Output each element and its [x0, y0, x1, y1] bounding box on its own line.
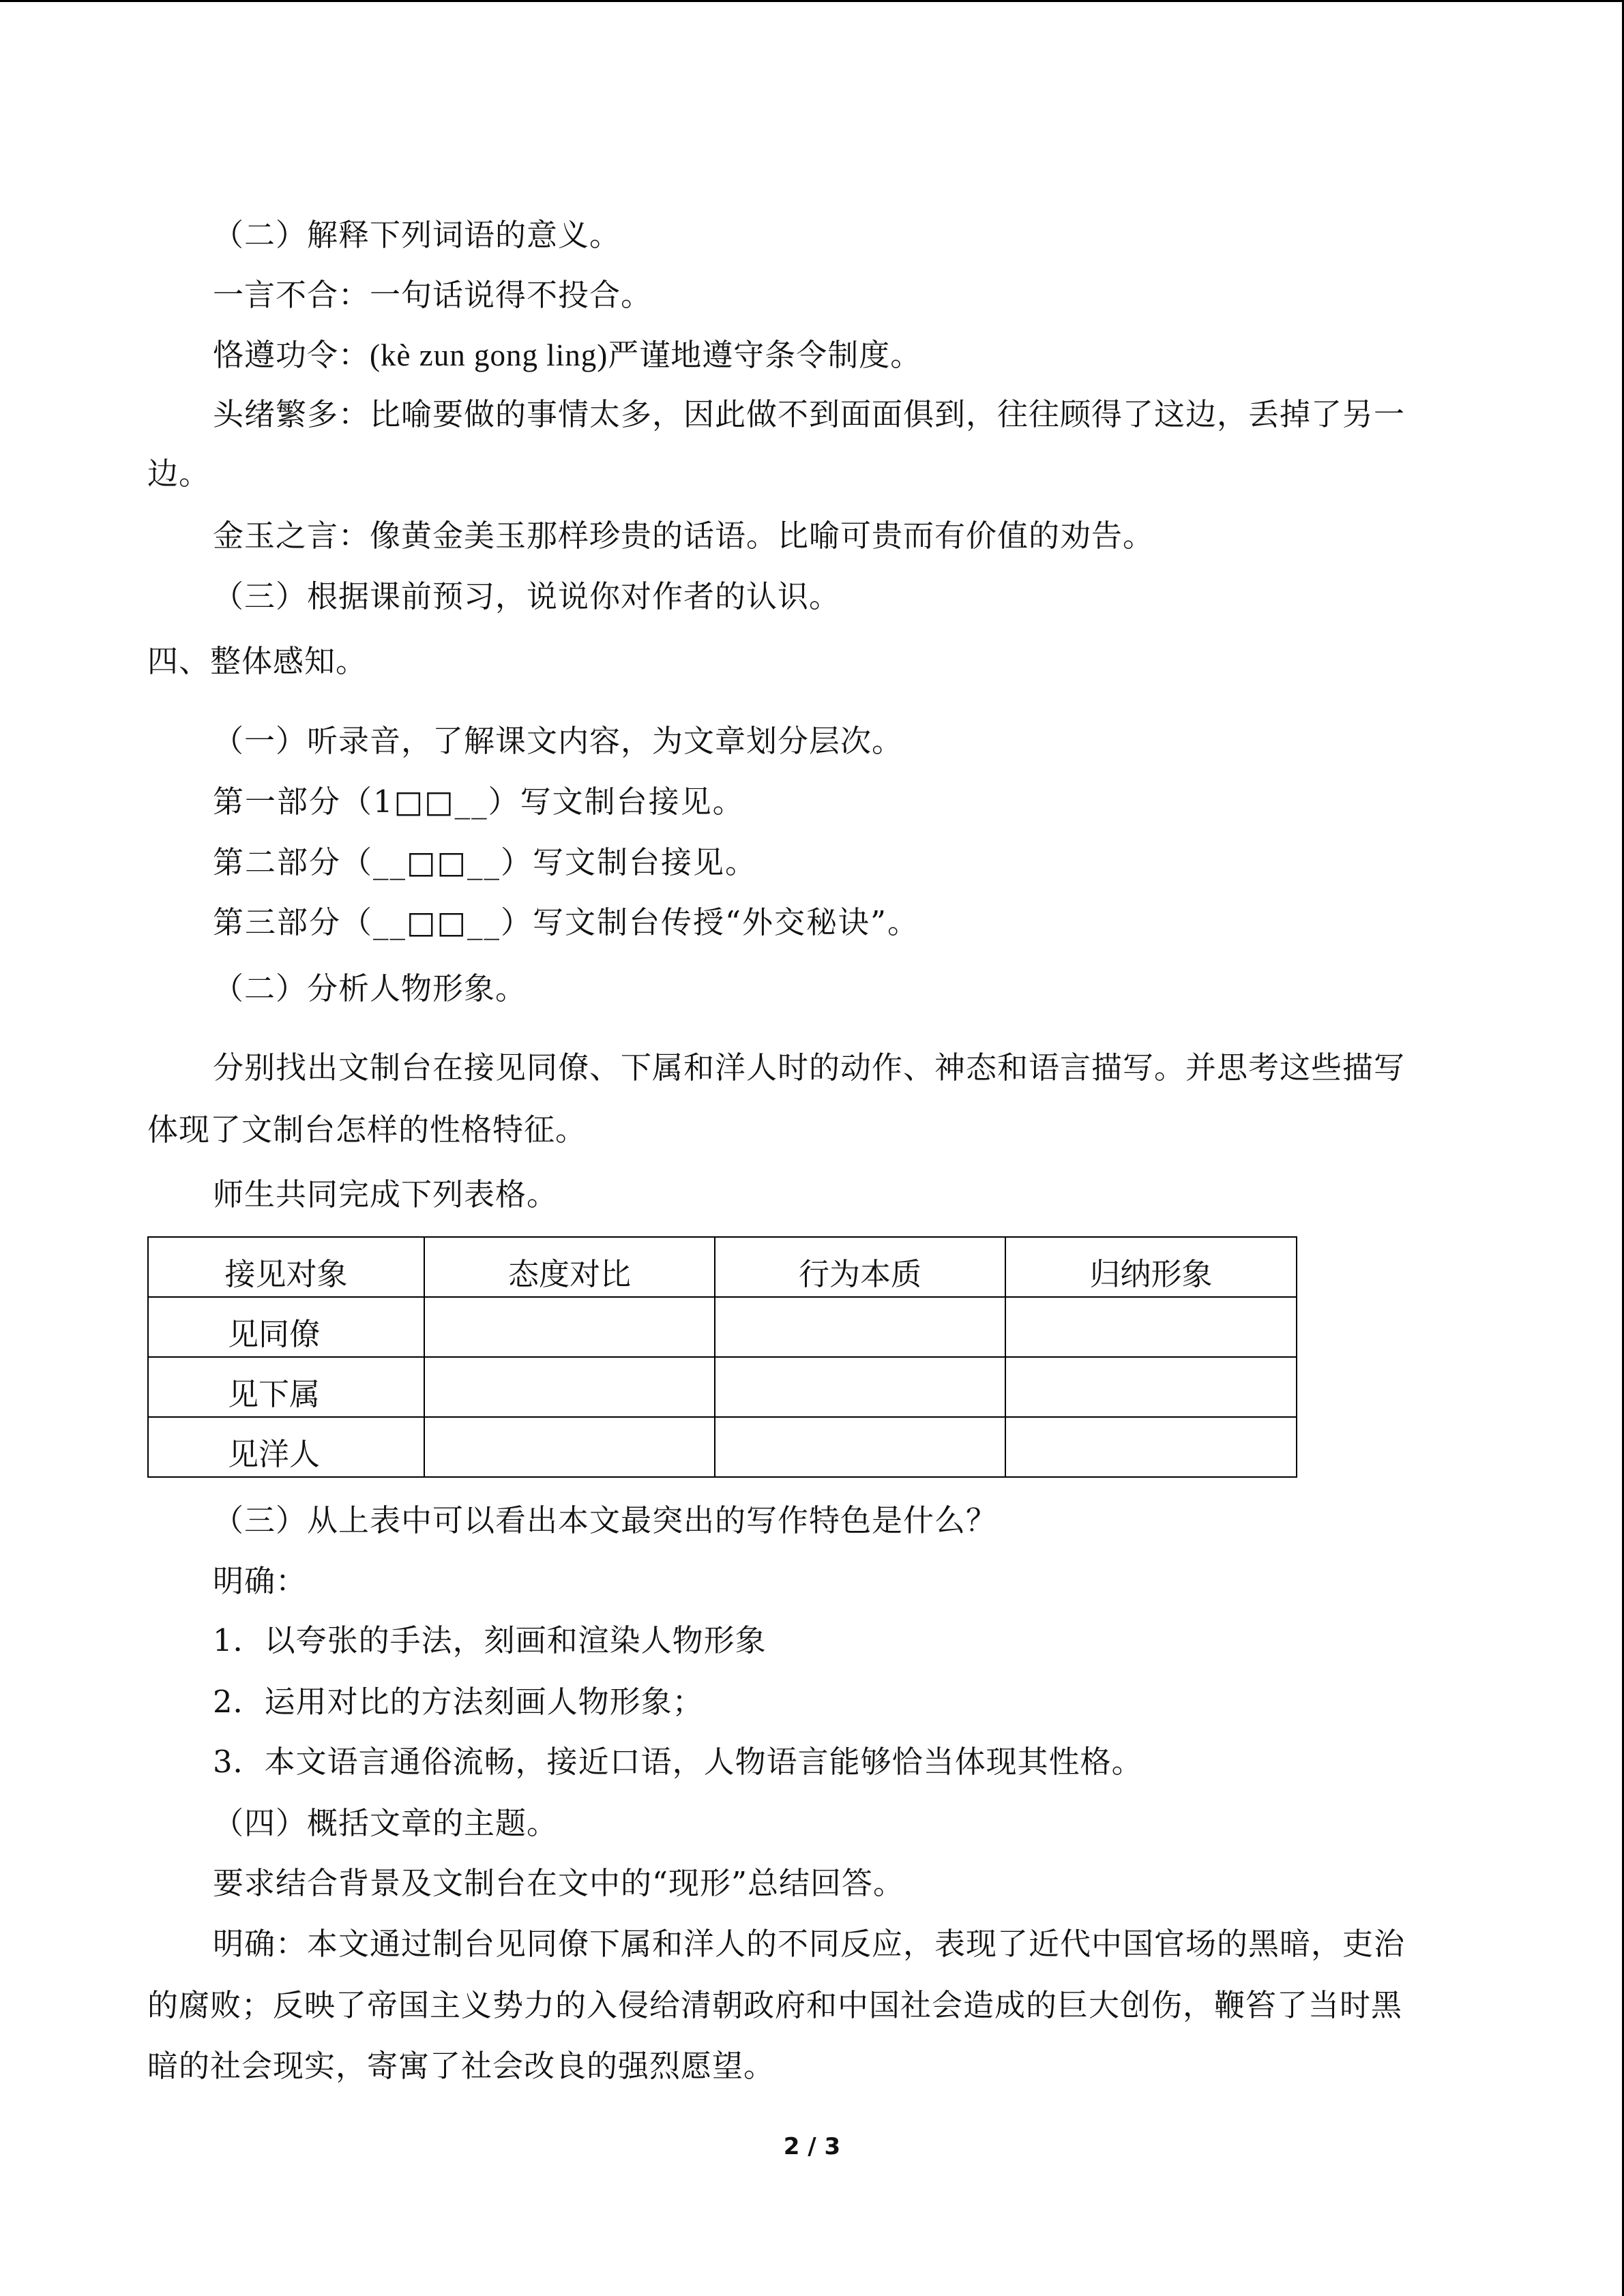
table-header-row — [148, 1237, 1297, 1297]
feature-point-3: 3．本文语言通俗流畅，接近口语，人物语言能够恰当体现其性格。 — [213, 1744, 1143, 1780]
page-number: 2 / 3 — [783, 2133, 841, 2160]
table-cell-empty — [1005, 1417, 1297, 1477]
table-intro: 师生共同完成下列表格。 — [213, 1176, 559, 1212]
table-cell-empty — [1005, 1297, 1297, 1357]
analysis-text-line1: 分别找出文制台在接见同僚、下属和洋人时的动作、神态和语言描写。并思考这些描写 — [213, 1049, 1406, 1086]
feature-point-1: 1．以夸张的手法，刻画和渲染人物形象 — [213, 1622, 767, 1658]
term-yiyanbuhe: 一言不合：一句话说得不投合。 — [213, 277, 653, 313]
table-header-cell: 行为本质 — [715, 1237, 1005, 1297]
section-heading-explain-words: （二）解释下列词语的意义。 — [213, 217, 621, 253]
term-definition: 严谨地遵守条令制度。 — [608, 337, 922, 373]
table-cell-empty — [424, 1357, 715, 1417]
section-heading-author: （三）根据课前预习，说说你对作者的认识。 — [213, 578, 841, 614]
section-heading-characters: （二）分析人物形象。 — [213, 970, 527, 1007]
table-row — [148, 1417, 1297, 1477]
theme-answer-line1: 明确：本文通过制台见同僚下属和洋人的不同反应，表现了近代中国官场的黑暗，吏治 — [213, 1926, 1406, 1962]
table-row-label: 见同僚 — [148, 1297, 424, 1357]
term-touxufanduo-line2: 边。 — [147, 456, 211, 492]
term-label: 恪遵功令： — [213, 337, 370, 373]
table-row — [148, 1357, 1297, 1417]
table-header-cell: 接见对象 — [148, 1237, 424, 1297]
table-cell-empty — [715, 1357, 1005, 1417]
table-row-label: 见洋人 — [148, 1417, 424, 1477]
table-cell-empty — [424, 1417, 715, 1477]
term-touxufanduo-line1: 头绪繁多：比喻要做的事情太多，因此做不到面面俱到，往往顾得了这边，丢掉了另一 — [213, 396, 1406, 432]
term-jinyuzhiyan: 金玉之言：像黄金美玉那样珍贵的话语。比喻可贵而有价值的劝告。 — [213, 518, 1155, 554]
theme-requirement: 要求结合背景及文制台在文中的“现形”总结回答。 — [213, 1865, 905, 1901]
term-pinyin: (kè zun gong ling) — [370, 338, 608, 372]
layer-part-two: 第二部分（__□□__）写文制台接见。 — [213, 844, 758, 880]
part-title-overall: 四、整体感知。 — [147, 643, 368, 679]
layer-part-three: 第三部分（__□□__）写文制台传授“外交秘诀”。 — [213, 904, 920, 940]
clarify-label: 明确： — [213, 1563, 308, 1599]
table-cell-empty — [715, 1417, 1005, 1477]
theme-answer-line3: 暗的社会现实，寄寓了社会改良的强烈愿望。 — [147, 2048, 776, 2084]
table-row-label: 见下属 — [148, 1357, 424, 1417]
table-header-cell: 态度对比 — [424, 1237, 715, 1297]
term-kezungongling — [213, 335, 921, 376]
layer-part-one: 第一部分（1□□__）写文制台接见。 — [213, 784, 745, 820]
feature-point-2: 2．运用对比的方法刻画人物形象； — [213, 1684, 704, 1720]
section-heading-writing-feature: （三）从上表中可以看出本文最突出的写作特色是什么？ — [213, 1502, 998, 1538]
table-row — [148, 1297, 1297, 1357]
table-cell-empty — [715, 1297, 1005, 1357]
table-cell-empty — [424, 1297, 715, 1357]
section-heading-listen: （一）听录音，了解课文内容，为文章划分层次。 — [213, 723, 904, 759]
section-heading-theme: （四）概括文章的主题。 — [213, 1805, 559, 1841]
theme-answer-line2: 的腐败；反映了帝国主义势力的入侵给清朝政府和中国社会造成的巨大创伤，鞭笞了当时黑 — [147, 1987, 1403, 2023]
analysis-text-line2: 体现了文制台怎样的性格特征。 — [147, 1112, 587, 1148]
table-header-cell: 归纳形象 — [1005, 1237, 1297, 1297]
character-table — [147, 1236, 1297, 1478]
table-cell-empty — [1005, 1357, 1297, 1417]
